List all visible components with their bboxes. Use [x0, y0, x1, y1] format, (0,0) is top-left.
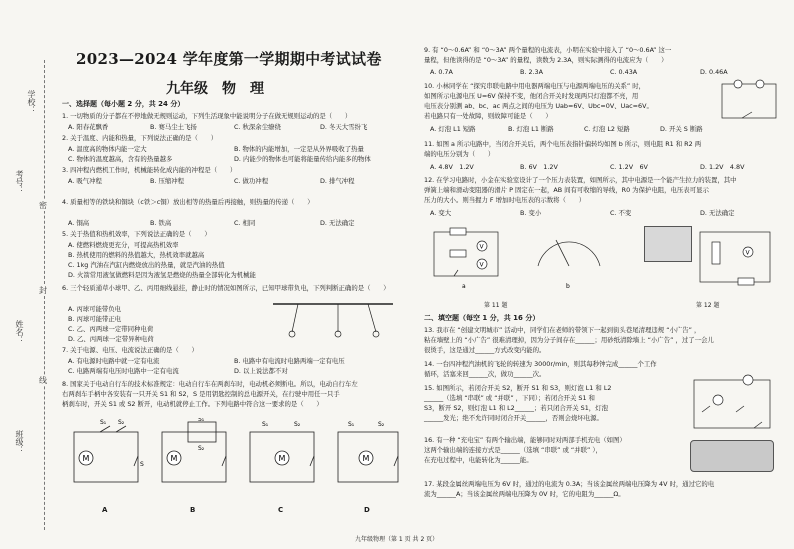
q9-option-a: A. 0.7A: [430, 68, 453, 76]
q11-option-a: A. 4.8V 1.2V: [430, 163, 474, 171]
seal-mark-2: 封: [39, 286, 47, 295]
q2-option-d: D. 内能少的物体也可能将能量传给内能多的物体: [234, 155, 371, 163]
fig-11-caption: 第 11 题: [484, 302, 508, 309]
q12-text-line3: 压力的大小。则当握力 F 增加时电压表的示数将（ ）: [424, 196, 586, 204]
section-2-heading: 二、填空题（每空 1 分，共 16 分）: [424, 314, 540, 322]
q6-option-c: C. 乙、丙两球一定带同种电荷: [68, 325, 154, 333]
q12-option-c: C. 不变: [610, 209, 632, 217]
exam-title: 2023—2024 学年度第一学期期中考试试卷: [76, 50, 382, 68]
q8-text-line2: 右两刹车手柄中各安装有一只开关 S1 和 S2，S 是用钥匙控制的总电源开关，在行驶中用任一只手: [62, 390, 340, 398]
q4-option-d: D. 无法确定: [320, 219, 355, 227]
q2-option-a: A. 温度高的物体内能一定大: [68, 145, 147, 153]
q7-option-d: D. 以上说法都不对: [234, 367, 288, 375]
q6-text: 6. 三个轻质通草小球甲、乙、丙用细线悬挂，静止时的情况如图所示，已知甲球带负电，下列判断正确的是（ ）: [62, 284, 390, 292]
svg-text:M: M: [362, 454, 370, 463]
q10-option-d: D. 开关 S 断路: [660, 125, 703, 133]
svg-text:V: V: [479, 261, 484, 269]
q11-option-c: C. 1.2V 6V: [610, 163, 648, 171]
q5-text: 5. 关于热值和热机效率，下列说法正确的是（ ）: [62, 230, 211, 238]
q15-text-line4: ______发光；绝不允许同时闭合开关______，否则会烧坏电源。: [424, 414, 603, 422]
svg-text:S₁: S₁: [348, 421, 355, 428]
q17-text-line2: 流为______A；当该金属丝两端电压降为 0V 时，它的电阻为______Ω。: [424, 490, 625, 498]
svg-text:M: M: [82, 454, 90, 463]
svg-text:S₂: S₂: [198, 445, 205, 452]
q3-option-a: A. 吸气冲程: [68, 177, 102, 185]
name-label: 姓名：: [15, 320, 24, 344]
q8-label-d: D: [364, 506, 370, 514]
q5-option-a: A. 使燃料燃烧更充分，可提高热机效率: [68, 241, 179, 249]
q1-option-b: B. 赛马尘土飞扬: [150, 123, 197, 131]
q8-label-a: A: [102, 506, 108, 514]
q11-text-line2: 端的电压分别为（ ）: [424, 150, 495, 158]
svg-text:S₂: S₂: [118, 419, 125, 426]
q6-option-d: D. 乙、丙两球一定带异种电荷: [68, 335, 154, 343]
q7-option-c: C. 电路两端有电压时电路中一定有电流: [68, 367, 179, 375]
q6-option-a: A. 丙球可能带负电: [68, 305, 122, 313]
svg-text:a: a: [462, 283, 466, 290]
svg-text:V: V: [745, 249, 750, 257]
class-label: 班级：: [15, 430, 24, 454]
school-label: 学校：: [27, 90, 36, 114]
exam-no-label: 考号：: [15, 170, 24, 194]
left-column: [58, 0, 408, 549]
q14-text-line1: 14. 一台四冲程汽油机的飞轮的转速为 3000r/min，则其每秒钟完成______个工作: [424, 360, 657, 368]
q11-option-d: D. 1.2V 4.8V: [700, 163, 745, 171]
q10-text-line1: 10. 小林同学在 “探究串联电路中用电器两端电压与电源两端电压的关系” 时，: [424, 82, 645, 90]
q14-text-line2: 循环，活塞来回______次，做功______次。: [424, 370, 546, 378]
svg-text:b: b: [566, 283, 570, 290]
q7-option-b: B. 电路中有电流时电路两端一定有电压: [234, 357, 345, 365]
q3-option-b: B. 压缩冲程: [150, 177, 185, 185]
seal-mark-3: 线: [39, 376, 47, 385]
q4-option-b: B. 铁高: [150, 219, 172, 227]
q5-option-b: B. 热机使用的燃料的热值越大，热机效率就越高: [68, 251, 205, 259]
grip-device-photo: [644, 226, 692, 262]
q15-text-line3: S3，断开 S2，则灯泡 L1 和 L2______；若只闭合开关 S1，灯泡: [424, 404, 608, 412]
q3-option-c: C. 做功冲程: [234, 177, 269, 185]
q12-text-line2: 弹簧上端和滑动变阻器的滑片 P 固定在一起，AB 间有可收缩的导线，R0 为保护电阻，电压表可显示: [424, 186, 709, 194]
q10-option-c: C. 灯泡 L2 短路: [584, 125, 630, 133]
q9-text-line2: 量程，但他读得的是 “0～3A” 的量程，读数为 2.3A，则实际测得的电流应为（ ）: [424, 56, 668, 64]
exam-subtitle: 九年级 物 理: [166, 81, 264, 97]
fig-12-caption: 第 12 题: [696, 302, 720, 309]
q4-text: 4. 质量相等的铁块和铜块（c铁＞c铜）放出相等的热量后再接触，则热量的传递（ ）: [62, 198, 314, 206]
binding-margin: [0, 0, 60, 549]
svg-text:S₁: S₁: [100, 419, 107, 426]
q6-figure: [268, 300, 398, 342]
svg-text:S₂: S₂: [378, 421, 385, 428]
q17-text-line1: 17. 某段金属丝两端电压为 6V 时，通过的电流为 0.3A；当该金属丝两端电压降为 4V 时，通过它的电: [424, 480, 715, 488]
right-column: [420, 0, 782, 549]
power-bank-photo: [690, 440, 774, 472]
q16-text-line3: 在充电过程中，电能转化为______能。: [424, 456, 533, 464]
q9-option-d: D. 0.46A: [700, 68, 728, 76]
q12-option-d: D. 无法确定: [700, 209, 735, 217]
svg-text:V: V: [479, 243, 484, 251]
q11-text-line1: 11. 如图 a 所示电路中，当闭合开关后，两个电压表指针偏转均如图 b 所示，则电阻 R1 和 R2 两: [424, 140, 702, 148]
q12-text-line1: 12. 在学习电路时，小金在实验室设计了一个压力表装置，如图所示，其中电源是一个能产生拉力的装置，其中: [424, 176, 737, 184]
q4-option-a: A. 铜高: [68, 219, 90, 227]
svg-text:S₁: S₁: [198, 418, 205, 423]
q9-option-c: C. 0.43A: [610, 68, 638, 76]
q12-option-b: B. 变小: [520, 209, 542, 217]
q13-text-line2: 粘在墙壁上的 “小广告” 很难清理掉，因为分子间存在______；用砂纸清除墙上 “小广告” ，过了一会儿: [424, 336, 714, 344]
q1-text: 1. 一切物质的分子都在不停地做无规则运动，下列生活现象中能说明分子在做无规则运动的是（ ）: [62, 112, 352, 120]
q5-option-d: D. 火箭常用液氢做燃料是因为液氢是燃烧的热量全部转化为机械能: [68, 271, 256, 279]
q10-text-line4: 若电路只有一处故障，则故障可能是（ ）: [424, 112, 552, 120]
q8-text-line1: 8. 国家关于电动自行车的技术标准规定：电动自行车在两刹车时，电动机必须断电。所以，电动自行车左: [62, 380, 358, 388]
svg-text:S₁: S₁: [262, 421, 269, 428]
q11-figures: [428, 224, 628, 292]
q8-circuit-c: [250, 421, 314, 482]
q4-option-c: C. 相同: [234, 219, 256, 227]
q15-circuit: [688, 372, 778, 436]
q10-circuit: [718, 78, 780, 122]
seal-mark-1: 密: [39, 201, 47, 210]
svg-text:M: M: [278, 454, 286, 463]
q15-text-line2: ______（选填 “串联” 或 “并联” ，下同）；若闭合开关 S1 和: [424, 394, 595, 402]
q7-option-a: A. 有电源时电路中就一定有电流: [68, 357, 160, 365]
q1-option-c: C. 秋深余尘缭绕: [234, 123, 281, 131]
q6-option-b: B. 丙球可能带正电: [68, 315, 122, 323]
q10-option-a: A. 灯泡 L1 短路: [430, 125, 476, 133]
q13-text-line1: 13. 我市在 “创建文明城市” 活动中，同学们在老师的带领下一起到街头巷尾清理违规 “小广告” ，: [424, 326, 701, 334]
q8-label-b: B: [190, 506, 196, 514]
q2-text: 2. 关于温度、内能和热量，下列说法正确的是（ ）: [62, 134, 218, 142]
q8-label-c: C: [278, 506, 284, 514]
q8-text-line3: 柄刹车时，开关 S1 或 S2 断开，电动机就停止工作。下列电路中符合这一要求的是（ ）: [62, 400, 323, 408]
q10-text-line2: 如图所示电源电压 U=6V 保持不变，他闭合开关时发现两只灯泡都不亮，用: [424, 92, 639, 100]
q1-option-d: D. 冬天大雪纷飞: [320, 123, 368, 131]
q9-text-line1: 9. 有 “0～0.6A” 和 “0～3A” 两个量程的电流表，小明在实验中接入了 “0～0.6A” 这一: [424, 46, 672, 54]
q16-text-line2: 这两个输出端的连接方式是______（选填 “串联” 或 “并联” ），: [424, 446, 602, 454]
q3-text: 3. 四冲程内燃机工作时，机械能转化成内能的冲程是（ ）: [62, 166, 237, 174]
q5-option-c: C. 1kg 汽油在汽缸内燃烧放出的热量，就是汽油的热值: [68, 261, 225, 269]
svg-text:S₂: S₂: [294, 421, 301, 428]
svg-text:S: S: [140, 461, 144, 468]
q8-circuits: [64, 418, 404, 506]
section-1-heading: 一、选择题（每小题 2 分，共 24 分）: [62, 100, 185, 108]
q3-option-d: D. 排气冲程: [320, 177, 355, 185]
q2-option-c: C. 物体的温度越高，含有的热量越多: [68, 155, 173, 163]
q15-text-line1: 15. 如图所示，若闭合开关 S2，断开 S1 和 S3，则灯泡 L1 和 L2: [424, 384, 612, 392]
q10-text-line3: 电压表分别测 ab、bc、ac 两点之间的电压为 Uab=6V、Ubc=0V、Uac=6V。: [424, 102, 653, 110]
q8-circuit-b: [162, 418, 226, 482]
q13-text-line3: 很烫手，这是通过______方式改变内能的。: [424, 346, 546, 354]
q2-option-b: B. 物体的内能增加，一定是从外界吸收了热量: [234, 145, 364, 153]
q8-circuit-a: [74, 419, 144, 482]
q12-option-a: A. 变大: [430, 209, 452, 217]
q16-text-line1: 16. 有一种 “充电宝” 有两个输出端，能够同时对两部手机充电（如图）: [424, 436, 626, 444]
page-footer: 九年级物理（第 1 页 共 2 页）: [355, 536, 439, 543]
q7-text: 7. 关于电源、电压、电流说法正确的是（ ）: [62, 346, 198, 354]
q12-circuit: [692, 222, 778, 294]
q1-option-a: A. 阳春花飘香: [68, 123, 109, 131]
q11-option-b: B. 6V 1.2V: [520, 163, 558, 171]
svg-text:M: M: [170, 454, 178, 463]
q9-option-b: B. 2.3A: [520, 68, 543, 76]
q8-circuit-d: [338, 421, 398, 482]
q10-option-b: B. 灯泡 L1 断路: [508, 125, 554, 133]
